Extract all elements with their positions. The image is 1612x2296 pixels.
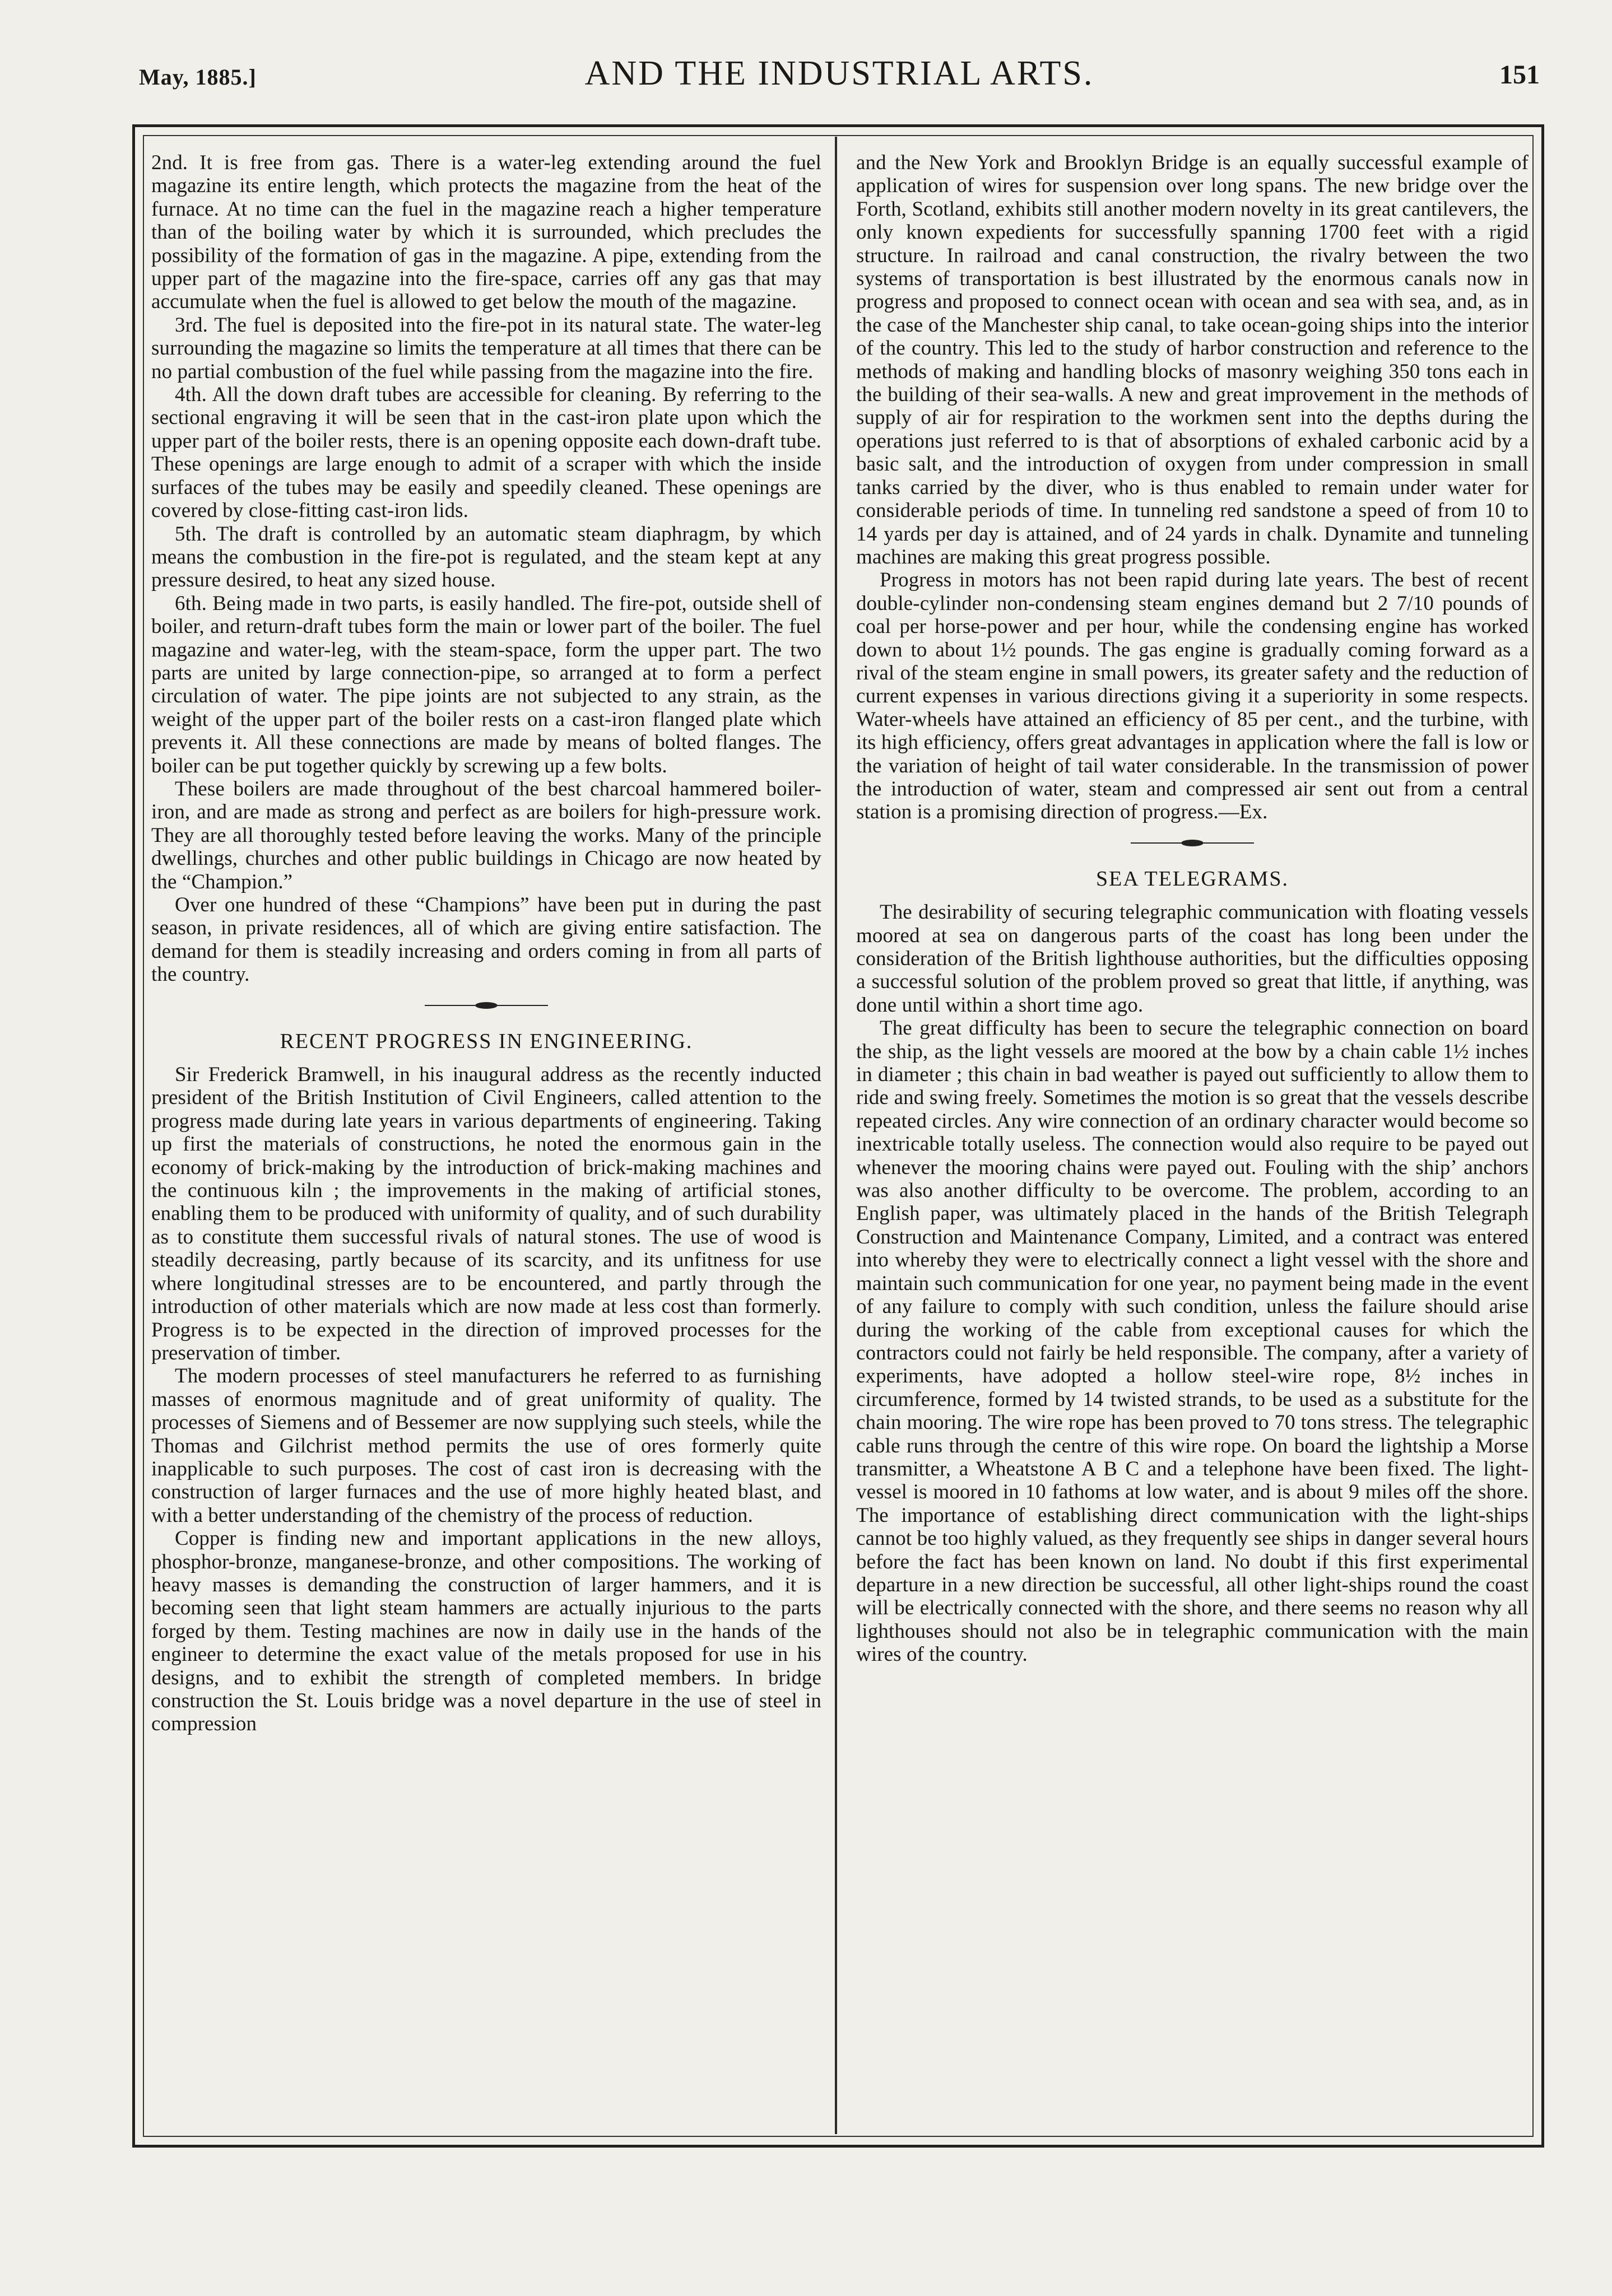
running-title: AND THE INDUSTRIAL ARTS. [584, 54, 1094, 92]
paragraph: The great difficulty has been to secure the telegraphic connection on board the ship, as the light vessels are moored at the bow by a chain cable 1½ inches in diameter ; this chain in bad weather is payed out sufficiently to allow them to ride and swing freely. Sometimes the motion is so great that the vessels describe repeated circles. Any wire connection of an ordinary character would become so inextricable totally useless. The connection would also require to be payed out whenever the mooring chains were payed out. Fouling with the ship’ anchors was also another difficulty to be overcome. The problem, according to an English paper, was ultimately placed in the hands of the British Telegraph Construction and Maintenance Company, Limited, and a contract was entered into whereby they were to electrically connect a light vessel with the shore and maintain such communication for one year, no payment being made in the event of any failure to comply with such condition, unless the failure should arise during the working of the cable from exceptional causes for which the contractors could not fairly be held responsible. The company, after a variety of experiments, have adopted a hollow steel-wire rope, 8½ inches in circumference, formed by 14 twisted strands, to be used as a substitute for the chain mooring. The wire rope has been proved to 70 tons stress. The telegraphic cable runs through the centre of this wire rope. On board the lightship a Morse transmitter, a Wheatstone A B C and a telephone have been fixed. The light-vessel is moored in 10 fathoms at low water, and is about 9 miles off the shore. The importance of establishing direct communication with the light-ships cannot be too highly valued, as they frequently see ships in danger several hours before the fact has been known on land. No doubt if this first experimental departure in a new direction be successful, all other light-ships round the coast will be electrically connected with the shore, and there seems no reason why all lighthouses should not also be in telegraphic communication with the main wires of the country. [856, 1017, 1529, 1666]
paragraph: 5th. The draft is controlled by an automatic steam diaphragm, by which means the combustion in the fire-pot is regulated, and the steam kept at any pressure desired, to heat any sized house. [151, 522, 821, 592]
issue-date: May, 1885.] [139, 64, 257, 90]
left-column [151, 151, 821, 1736]
paragraph: Progress in motors has not been rapid during late years. The best of recent double-cylinder non-condensing steam engines demand but 2 7/10 pounds of coal per horse-power and per hour, while the condensing engine has worked down to about 1½ pounds. The gas engine is gradually coming forward as a rival of the steam engine in small powers, its greater safety and the reduction of current expenses in various directions giving it a superiority in some respects. Water-wheels have attained an efficiency of 85 per cent., and the turbine, with its high efficiency, offers great advantages in application where the fall is low or the variation of height of tail water considerable. In the transmission of power the introduction of water, steam and compressed air sent out from a central station is a promising direction of progress.—Ex. [856, 569, 1529, 824]
ornament-icon [419, 1000, 554, 1011]
paragraph: 3rd. The fuel is deposited into the fire-pot in its natural state. The water-leg surrounding the magazine so limits the temperature at all times that there can be no partial combustion of the fuel while passing from the magazine into the fire. [151, 313, 821, 383]
paragraph: Copper is finding new and important applications in the new alloys, phosphor-bronze, manganese-bronze, and other compositions. The working of heavy masses is demanding the construction of larger hammers, and it is becoming seen that light steam hammers are actually injurious to the parts forged by them. Testing machines are now in daily use in the hands of the engineer to determine the exact value of the metals proposed for use in his designs, and to exhibit the strength of completed members. In bridge construction the St. Louis bridge was a novel departure in the use of steel in compression [151, 1527, 821, 1736]
paragraph: 6th. Being made in two parts, is easily handled. The fire-pot, outside shell of boiler, and return-draft tubes form the main or lower part of the boiler. The fuel magazine and water-leg, with the steam-space, form the upper part. The two parts are united by large connection-pipe, so arranged at to form a perfect circulation of water. The pipe joints are not subjected to any strain, as the weight of the upper part of the boiler rests on a cast-iron flanged plate which prevents it. All these connections are made by means of bolted flanges. The boiler can be put together quickly by screwing up a few bolts. [151, 592, 821, 777]
paragraph: 2nd. It is free from gas. There is a water-leg extending around the fuel magazine its entire length, which protects the magazine from the heat of the furnace. At no time can the fuel in the magazine reach a higher temperature than of the boiling water by which it is surrounded, which precludes the possibility of the formation of gas in the magazine. A pipe, extending from the upper part of the magazine into the fire-space, carries off any gas that may accumulate when the fuel is allowed to get below the mouth of the magazine. [151, 151, 821, 314]
section-divider [856, 832, 1529, 854]
paragraph: Sir Frederick Bramwell, in his inaugural address as the recently inducted president of the British Institution of Civil Engineers, called attention to the progress made during late years in various departments of engineering. Taking up first the materials of constructions, he noted the enormous gain in the economy of brick-making by the introduction of brick-making machines and the continuous kiln ; the improvements in the making of artificial stones, enabling them to be produced with uniformity of quality, and of such durability as to constitute them successful rivals of natural stones. The use of wood is steadily decreasing, partly because of its scarcity, and its unfitness for use where longitudinal stresses are to be encountered, and partly through the introduction of other materials which are now made at less cost than formerly. Progress is to be expected in the direction of improved processes for the preservation of timber. [151, 1063, 821, 1364]
paragraph: and the New York and Brooklyn Bridge is an equally successful example of application of wires for suspension over long spans. The new bridge over the Forth, Scotland, exhibits still another modern novelty in its great cantilevers, the only known expedients for successfully spanning 1700 feet with a rigid structure. In railroad and canal construction, the rivalry between the two systems of transportation is best illustrated by the enormous canals now in progress and proposed to connect ocean with ocean and sea with sea, and, as in the case of the Manchester ship canal, to take ocean-going ships into the interior of the country. This led to the study of harbor construction and reference to the methods of making and handling blocks of masonry weighing 350 tons each in the building of their sea-walls. A new and great improvement in the methods of supply of air for respiration to the workmen sent into the depths during the operations just referred to is that of absorptions of exhaled carbonic acid by a basic salt, and the introduction of oxygen from under compression in small tanks carried by the diver, who is thus enabled to remain under water for considerable periods of time. In tunneling red sandstone a speed of from 10 to 14 yards per day is attained, and of 24 yards in chalk. Dynamite and tunneling machines are making this great progress possible. [856, 151, 1529, 569]
paragraph: The modern processes of steel manufacturers he referred to as furnishing masses of enormous magnitude and of great uniformity of quality. The processes of Siemens and of Bessemer are now supplying such steels, while the Thomas and Gilchrist method permits the use of ores formerly quite inapplicable to such purposes. The cost of cast iron is decreasing with the construction of larger furnaces and the use of more highly heated blast, and with a better understanding of the chemistry of the process of reduction. [151, 1364, 821, 1527]
ornament-icon [1125, 837, 1260, 849]
section-divider [151, 994, 821, 1017]
paragraph: Over one hundred of these “Champions” have been put in during the past season, in private residences, all of which are giving entire satisfaction. The demand for them is steadily increasing and orders coming in from all parts of the country. [151, 893, 821, 986]
right-column [856, 151, 1529, 1666]
section-title: RECENT PROGRESS IN ENGINEERING. [280, 1029, 693, 1053]
paragraph: These boilers are made throughout of the best charcoal hammered boiler-iron, and are made as strong and perfect as are boilers for high-pressure work. They are all thoroughly tested before leaving the works. Many of the principle dwellings, churches and other public buildings in Chicago are now heated by the “Champion.” [151, 777, 821, 893]
section-title: SEA TELEGRAMS. [1095, 867, 1289, 891]
page-number: 151 [1499, 60, 1540, 90]
page-header [139, 54, 1540, 104]
paragraph: The desirability of securing telegraphic communication with floating vessels moored at sea on dangerous parts of the coast has long been under the consideration of the British lighthouse authorities, but the difficulties opposing a successful solution of the problem proved so great that little, if anything, was done until within a short time ago. [856, 901, 1529, 1017]
column-rule [835, 137, 837, 2134]
paragraph: 4th. All the down draft tubes are accessible for cleaning. By referring to the sectional engraving it will be seen that in the cast-iron plate upon which the upper part of the boiler rests, there is an opening opposite each down-draft tube. These openings are large enough to admit of a scraper with which the inside surfaces of the tubes may be easily and speedily cleaned. These openings are covered by close-fitting cast-iron lids. [151, 383, 821, 523]
